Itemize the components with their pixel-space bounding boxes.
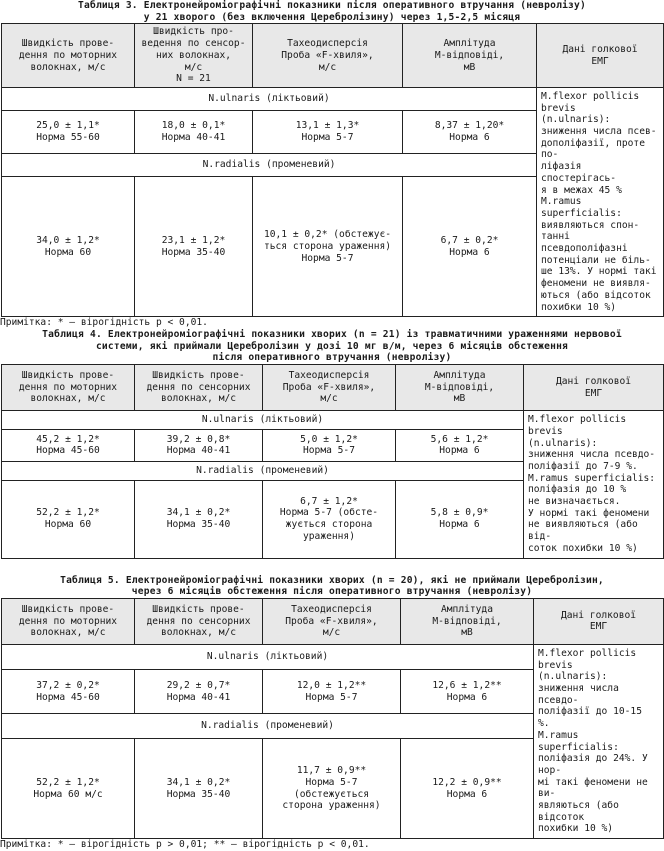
table5: [1, 598, 664, 839]
table5-ulnaris-motor: 37,2 ± 0,2* Норма 45-60: [2, 669, 135, 713]
table3-emg-cell: [537, 87, 664, 316]
table5-ulnaris-f-wave: 12,0 ± 1,2** Норма 5-7: [263, 669, 401, 713]
table5-ulnaris-row: [2, 644, 664, 669]
table5-emg-radialis: M.ramus superficialis: поліфазія до 24%. У нор- мі такі феномени не ви- являються (або відсоток похибки 10 %): [538, 729, 648, 835]
table4: [1, 364, 664, 558]
table5-caption: Таблиця 5. Електронейроміографічні показники хворих (n = 20), які не приймали Церебролізин, через 6 місяців обстеження після оперативного втручання (невролізу): [60, 574, 604, 598]
table3-header-f-wave: Тахеодисперсія Проба «F-хвиля», м/с: [253, 24, 403, 88]
table5-ulnaris-sensory: 29,2 ± 0,7* Норма 40-41: [135, 669, 263, 713]
table5-note: Примітка: * – вірогідність р > 0,01; ** – вірогідність р < 0,01.: [0, 839, 370, 851]
table3-emg-radialis: M.ramus superficialis: виявляються спон- танні псевдополіфазні потенціали не біль- ше 13%. У нормі такі феномени не виявля- ються (або відсоток похибки 10 %): [541, 196, 657, 313]
table4-ulnaris-f-wave: 5,0 ± 1,2* Норма 5-7: [263, 429, 396, 462]
table4-emg-cell: [524, 411, 664, 558]
table3-header-emg: Дані голкової ЕМГ: [537, 24, 664, 88]
table3-caption: Таблиця 3. Електронейроміографічні показники після оперативного втручання (невролізу) у 21 хворого (без включення Церебролізину) через 1,5-2,5 місяця: [78, 0, 586, 23]
table5-emg-ulnaris: M.flexor pollicis brevis (n.ulnaris): зниження числа псевдо- поліфазії до 10-15 %.: [538, 647, 642, 730]
table3-radialis-label: N.radialis (променевий): [2, 154, 537, 177]
table5-emg-cell: [534, 644, 664, 838]
table4-header-motor: Швидкість прове- дення по моторних волокнах, м/с: [2, 365, 135, 411]
table5-header-sensory: Швидкість прове- дення по сенсорних волокнах, м/с: [135, 598, 263, 644]
table3-ulnaris-row: [2, 87, 664, 110]
table3-header-motor: Швидкість прове- дення по моторних волокнах, м/с: [2, 24, 135, 88]
table3-emg-ulnaris: M.flexor pollicis brevis (n.ulnaris): зниження числа псев- дополіфазії, проте по- ліфазія спостерігась- я в межах 45 %: [541, 90, 657, 196]
table5-ulnaris-label: N.ulnaris (ліктьовий): [2, 644, 534, 669]
table3-ulnaris-sensory: 18,0 ± 0,1* Норма 40-41: [135, 110, 253, 153]
table3-ulnaris-f-wave: 13,1 ± 1,3* Норма 5-7: [253, 110, 403, 153]
table3-header-row: [2, 24, 664, 88]
table4-emg-radialis: M.ramus superficialis: поліфазія до 10 % не визначається.: [528, 472, 656, 508]
table4-header-f-wave: Тахеодисперсія Проба «F-хвиля», м/с: [263, 365, 396, 411]
table4-ulnaris-row: [2, 411, 664, 429]
table5-header-emg: Дані голкової ЕМГ: [534, 598, 664, 644]
table4-emg-ulnaris: M.flexor pollicis brevis (n.ulnaris): зниження числа псевдо- поліфазії до 7-9 %.: [528, 414, 656, 472]
table3-radialis-amplitude: 6,7 ± 0,2* Норма 6: [403, 177, 537, 317]
table3-radialis-sensory: 23,1 ± 1,2* Норма 35-40: [135, 177, 253, 317]
table5-header-f-wave: Тахеодисперсія Проба «F-хвиля», м/с: [263, 598, 401, 644]
table5-header-row: [2, 598, 664, 644]
table4-ulnaris-amplitude: 5,6 ± 1,2* Норма 6: [396, 429, 524, 462]
table3: [1, 23, 664, 317]
table5-radialis-motor: 52,2 ± 1,2* Норма 60 м/с: [2, 739, 135, 839]
table4-header-emg: Дані голкової ЕМГ: [524, 365, 664, 411]
section-spacer: [0, 559, 664, 575]
table4-header-row: [2, 365, 664, 411]
table5-radialis-amplitude: 12,2 ± 0,9** Норма 6: [401, 739, 534, 839]
table5-header-motor: Швидкість прове- дення по моторних волокнах, м/с: [2, 598, 135, 644]
table5-ulnaris-amplitude: 12,6 ± 1,2** Норма 6: [401, 669, 534, 713]
table4-header-amplitude: Амплітуда М-відповіді, мВ: [396, 365, 524, 411]
table3-header-sensory: Швидкість про- ведення по сенсор- них волокнах, м/с N = 21: [135, 24, 253, 88]
table4-ulnaris-motor: 45,2 ± 1,2* Норма 45-60: [2, 429, 135, 462]
table4-radialis-motor: 52,2 ± 1,2* Норма 60: [2, 480, 135, 558]
table3-note: Примітка: * – вірогідність р < 0,01.: [0, 317, 208, 329]
table4-emg-norm: У нормі такі феномени не виявляються (або від- соток похибки 10 %): [528, 507, 650, 554]
table5-radialis-sensory: 34,1 ± 0,2* Норма 35-40: [135, 739, 263, 839]
table3-radialis-motor: 34,0 ± 1,2* Норма 60: [2, 177, 135, 317]
table5-radialis-f-wave: 11,7 ± 0,9** Норма 5-7 (обстежується сторона ураження): [263, 739, 401, 839]
table4-radialis-label: N.radialis (променевий): [2, 462, 524, 480]
table4-ulnaris-label: N.ulnaris (ліктьовий): [2, 411, 524, 429]
table3-ulnaris-motor: 25,0 ± 1,1* Норма 55-60: [2, 110, 135, 153]
table3-header-amplitude: Амплітуда М-відповіді, мВ: [403, 24, 537, 88]
table3-radialis-f-wave: 10,1 ± 0,2* (обстежує- ться сторона ураження) Норма 5-7: [253, 177, 403, 317]
table5-radialis-label: N.radialis (променевий): [2, 714, 534, 739]
table4-caption: Таблиця 4. Електронейроміографічні показники хворих (n = 21) із травматичними ураженнями нервової системи, які приймали Церебролізин у дозі 10 мг в/м, через 6 місяців обстеження після оперативного втручання (невролізу): [42, 328, 622, 364]
table4-radialis-sensory: 34,1 ± 0,2* Норма 35-40: [135, 480, 263, 558]
table4-ulnaris-sensory: 39,2 ± 0,8* Норма 40-41: [135, 429, 263, 462]
table4-radialis-amplitude: 5,8 ± 0,9* Норма 6: [396, 480, 524, 558]
table4-radialis-f-wave: 6,7 ± 1,2* Норма 5-7 (обсте- жується сторона ураження): [263, 480, 396, 558]
table5-header-amplitude: Амплітуда М-відповіді, мВ: [401, 598, 534, 644]
table3-ulnaris-label: N.ulnaris (ліктьовий): [2, 87, 537, 110]
table4-header-sensory: Швидкість прове- дення по сенсорних волокнах, м/с: [135, 365, 263, 411]
table3-ulnaris-amplitude: 8,37 ± 1,20* Норма 6: [403, 110, 537, 153]
